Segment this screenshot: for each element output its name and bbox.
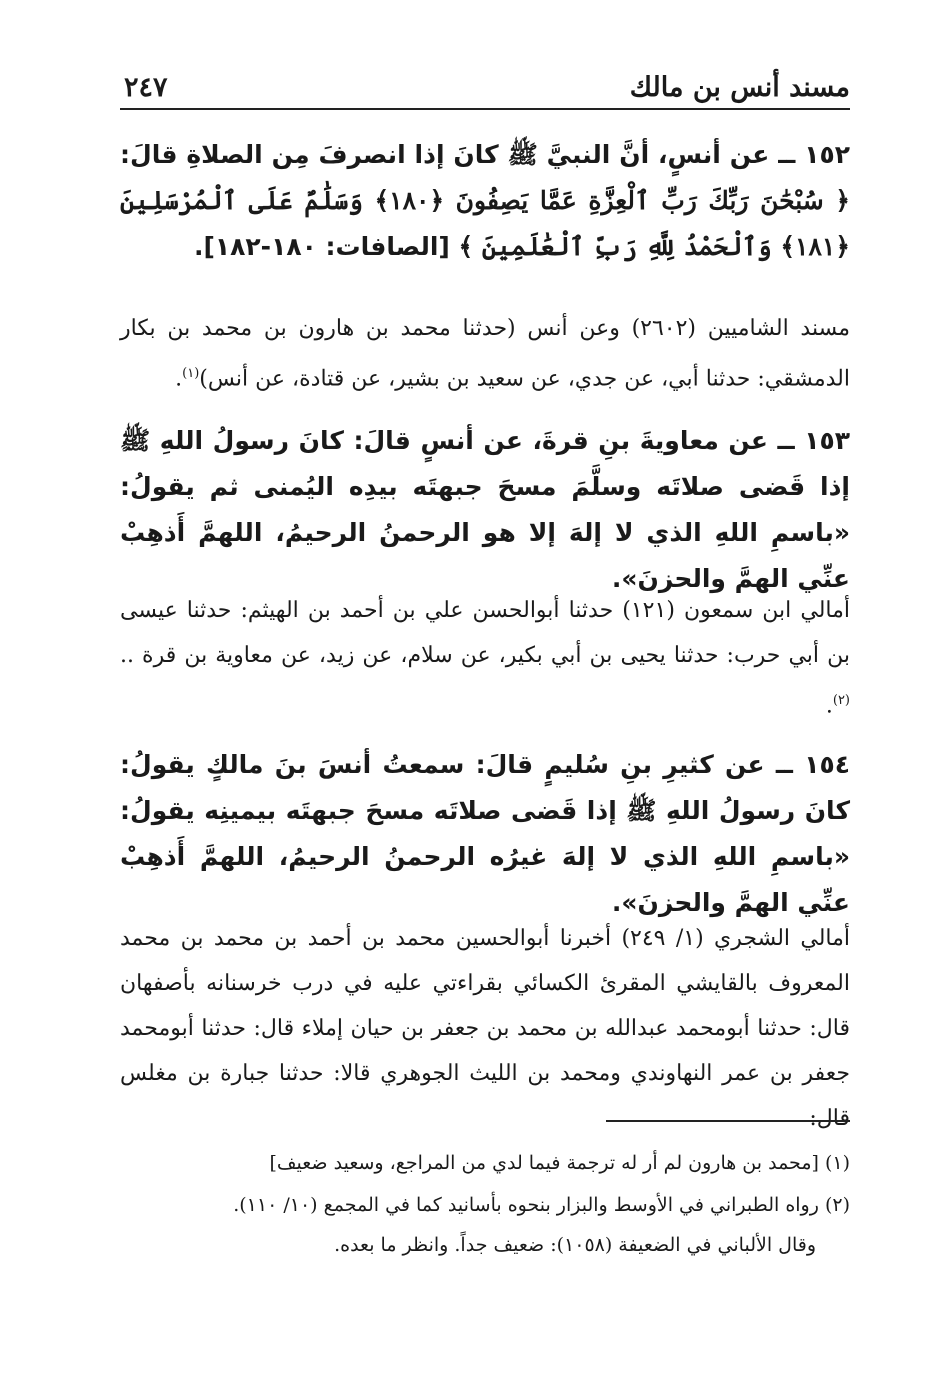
hadith-153 — [120, 418, 850, 602]
hadith-152 — [120, 132, 850, 270]
hadith-153-text: ١٥٣ ــ عن معاويةَ بنِ قرةَ، عن أنسٍ قالَ: كانَ رسولُ اللهِ ﷺ إذا قَضى صلاتَه وسلَّمَ مسحَ جبهتَه بيدِه اليُمنى ثم يقولُ: «باسمِ اللهِ الذي لا إلهَ إلا هو الرحمنُ الرحيمُ، اللهمَّ أَذهِبْ عنِّي الهمَّ والحزنَ». — [120, 426, 850, 593]
source-152-text: مسند الشاميين (٢٦٠٢) وعن أنس (حدثنا محمد بن هارون بن محمد بن بكار الدمشقي: حدثنا أبي، عن جدي، عن سعيد بن بشير، عن قتادة، عن أنس) — [120, 316, 850, 392]
footnote-2: (٢) رواه الطبراني في الأوسط والبزار بنحوه بأسانيد كما في المجمع (١٠/ ١١٠). — [233, 1194, 850, 1216]
source-154-text: أمالي الشجري (١/ ٢٤٩) أخبرنا أبوالحسين محمد بن أحمد بن محمد بن محمد المعروف بالقايشي المقرئ الكسائي بقراءتي عليه في درب خرسنانه بأصفهان قال: حدثنا أبومحمد عبدالله بن محمد بن جعفر بن حيان إملاء قال: حدثنا أبومحمد جعفر بن عمر النهاوندي ومحمد بن الليث الجوهري قالا: حدثنا جبارة بن مغلس قال: — [120, 926, 851, 1131]
source-153 — [120, 588, 850, 728]
footnote-ref-1[interactable]: (١) — [182, 366, 200, 381]
footnote-separator — [606, 1120, 850, 1122]
header-title: مسند أنس بن مالك — [629, 72, 850, 103]
quran-verse: ﴿ سُبْحَٰنَ رَبِّكَ رَبِّ ٱلْعِزَّةِ عَمَّا يَصِفُونَ ﴿١٨٠﴾ وَسَلَٰمٌ عَلَى ٱلْمُرْسَلِينَ ﴿١٨١﴾ وَٱلْحَمْدُ لِلَّهِ رَبِّ ٱلْعَٰلَمِينَ ﴾ — [120, 186, 850, 261]
running-header — [120, 68, 850, 110]
footnote-2-continued: وقال الألباني في الضعيفة (١٠٥٨): ضعيف جداً. وانظر ما بعده. — [334, 1234, 816, 1256]
hadith-152-text: ١٥٢ ــ عن أنسٍ، أنَّ النبيَّ ﷺ كانَ إذا انصرفَ مِن الصلاةِ قالَ: — [120, 140, 850, 169]
source-154 — [120, 916, 850, 1141]
footnote-1: (١) [محمد بن هارون لم أر له ترجمة فيما لدي من المراجع، وسعيد ضعيف] — [269, 1152, 850, 1174]
footnote-ref-2[interactable]: (٢) — [832, 693, 850, 708]
source-153-text: أمالي ابن سمعون (١٢١) حدثنا أبوالحسن علي بن أحمد بن الهيثم: حدثنا عيسى بن أبي حرب: حدثنا يحيى بن أبي بكير، عن سلام، عن زيد، عن معاوية بن قرة .. — [120, 598, 850, 668]
hadith-154-text: ١٥٤ ــ عن كثيرِ بنِ سُليمٍ قالَ: سمعتُ أنسَ بنَ مالكٍ يقولُ: كانَ رسولُ اللهِ ﷺ إذا قَضى صلاتَه مسحَ جبهتَه بيمينِه يقولُ: «باسمِ اللهِ الذي لا إلهَ غيرُه الرحمنُ الرحيمُ، اللهمَّ أَذهِبْ عنِّي الهمَّ والحزنَ». — [120, 750, 850, 917]
page-number: ٢٤٧ — [124, 72, 168, 103]
source-153-end: . — [825, 693, 833, 719]
source-152 — [120, 306, 850, 401]
source-152-end: . — [175, 366, 183, 392]
quran-reference: [الصافات: ١٨٠-١٨٢]. — [193, 232, 450, 261]
hadith-154 — [120, 742, 850, 926]
